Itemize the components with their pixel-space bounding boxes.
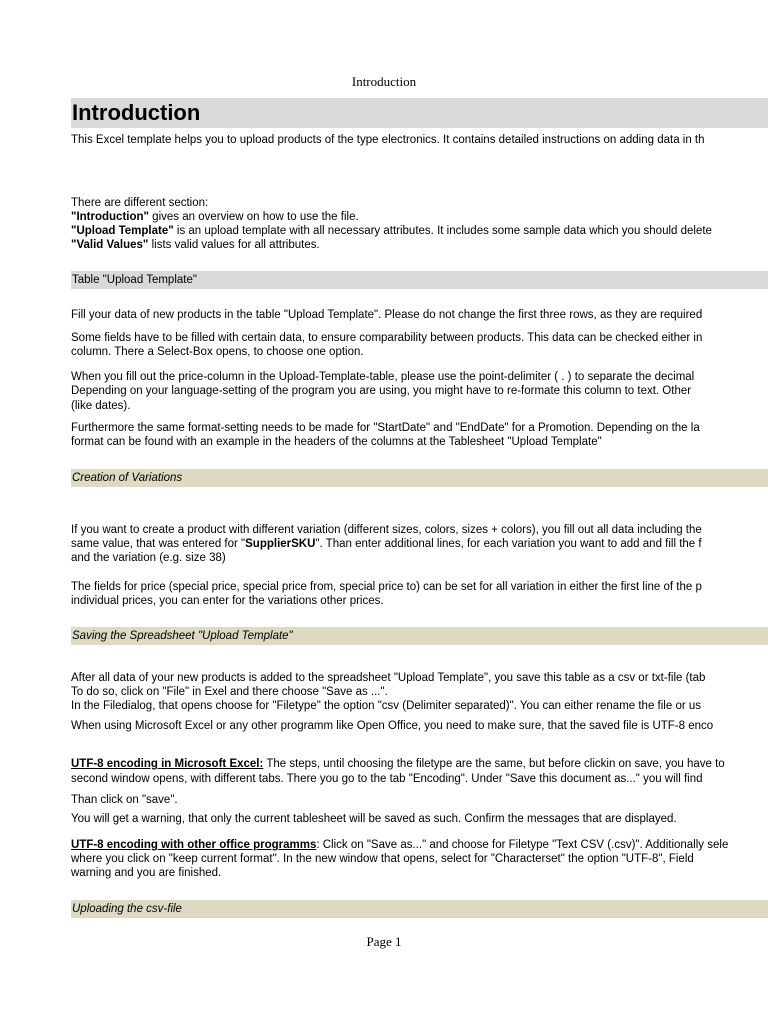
page-header: Introduction	[351, 74, 417, 89]
saving-p1-line-2: To do so, click on "File" in Exel and there choose "Save as ...".	[71, 686, 388, 698]
section-heading-upload-template: Table "Upload Template"	[71, 271, 768, 289]
saving-p5: You will get a warning, that only the current tablesheet will be saved as such. Confirm the messages that are displayed.	[71, 813, 677, 825]
saving-p6-line-1: UTF-8 encoding with other office programms: Click on "Save as..." and choose for Filetype "Text CSV (.csv)". Additionally sele	[71, 839, 729, 851]
variations-p1-line-1: If you want to create a product with different variation (different sizes, colors, sizes + colors), you fill out all data including the	[71, 524, 702, 536]
section-heading-variations: Creation of Variations	[71, 469, 768, 487]
saving-p3-line-2: second window opens, with different tabs. There you go to the tab "Encoding". Under "Save this document as..." you will find	[71, 773, 703, 785]
intro-title-bar	[71, 98, 768, 128]
sections-line-1: There are different section:	[71, 197, 209, 209]
saving-p1-line-3: In the Filedialog, that opens choose for "Filetype" the option "csv (Delimiter separated)". You can either rename the file or us	[71, 700, 702, 712]
section-heading-saving: Saving the Spreadsheet "Upload Template"	[71, 627, 768, 645]
saving-p3-line-1: UTF-8 encoding in Microsoft Excel: The steps, until choosing the filetype are the same, but before clickin on save, you have to	[71, 758, 725, 770]
sections-line-4-text: lists valid values for all attributes.	[148, 239, 320, 251]
sections-line-2-label: "Introduction"	[71, 211, 149, 223]
spreadsheet-content	[71, 98, 768, 928]
upload-p4-line-1: Furthermore the same format-setting needs to be made for "StartDate" and "EndDate" for a Promotion. Depending on the la	[71, 422, 700, 434]
page-footer: Page 1	[366, 934, 402, 949]
section-heading-uploading: Uploading the csv-file	[71, 900, 768, 918]
saving-p1-line-1: After all data of your new products is added to the spreadsheet "Upload Template", you save this table as a csv or txt-file (tab	[71, 672, 706, 684]
sections-line-3-text: is an upload template with all necessary attributes. It includes some sample data which you should delete	[173, 225, 712, 237]
sections-line-3	[71, 224, 712, 238]
excel-utf8-label: UTF-8 encoding in Microsoft Excel:	[71, 758, 264, 770]
intro-description: This Excel template helps you to upload products of the type electronics. It contains detailed instructions on adding data in th	[71, 134, 705, 146]
saving-p4: Than click on "save".	[71, 794, 178, 806]
sections-line-2-text: gives an overview on how to use the file.	[148, 211, 359, 223]
variations-p2-line-2: individual prices, you can enter for the variations other prices.	[71, 595, 384, 607]
upload-p3-line-3: (like dates).	[71, 400, 131, 412]
sections-line-4	[71, 238, 320, 252]
upload-p1: Fill your data of new products in the table "Upload Template". Please do not change the first three rows, as they are required	[71, 309, 703, 321]
upload-p2-line-1: Some fields have to be filled with certain data, to ensure comparability between products. This data can be checked either in	[71, 332, 703, 344]
sections-line-3-label: "Upload Template"	[71, 225, 174, 237]
upload-p3-line-2: Depending on your language-setting of the program you are using, you might have to re-formate this column to text. Other	[71, 385, 692, 397]
supplier-sku-label: SupplierSKU	[245, 538, 316, 550]
sections-line-4-label: "Valid Values"	[71, 239, 149, 251]
sections-line-2	[71, 210, 359, 224]
variations-p2-line-1: The fields for price (special price, special price from, special price to) can be set for all variation in either the first line of the p	[71, 581, 702, 593]
saving-p2: When using Microsoft Excel or any other programm like Open Office, you need to make sure, that the saved file is UTF-8 enco	[71, 720, 714, 732]
variations-p1-line-2: same value, that was entered for "SupplierSKU". Than enter additional lines, for each variation you want to add and fill the f	[71, 538, 702, 550]
upload-p3-line-1: When you fill out the price-column in the Upload-Template-table, please use the point-delimiter ( . ) to separate the decimal	[71, 371, 695, 383]
variations-p1-line-3: and the variation (e.g. size 38)	[71, 552, 226, 564]
upload-p4-line-2: format can be found with an example in the headers of the columns at the Tablesheet "Upload Template"	[71, 436, 602, 448]
page-title: Introduction	[72, 100, 201, 125]
saving-p6-line-3: warning and you are finished.	[71, 867, 222, 879]
other-office-utf8-label: UTF-8 encoding with other office programms	[71, 839, 317, 851]
saving-p6-line-2: where you click on "keep current format". In the new window that opens, select for "Characterset" the option "UTF-8", Field	[71, 853, 694, 865]
upload-p2-line-2: column. There a Select-Box opens, to choose one option.	[71, 346, 364, 358]
